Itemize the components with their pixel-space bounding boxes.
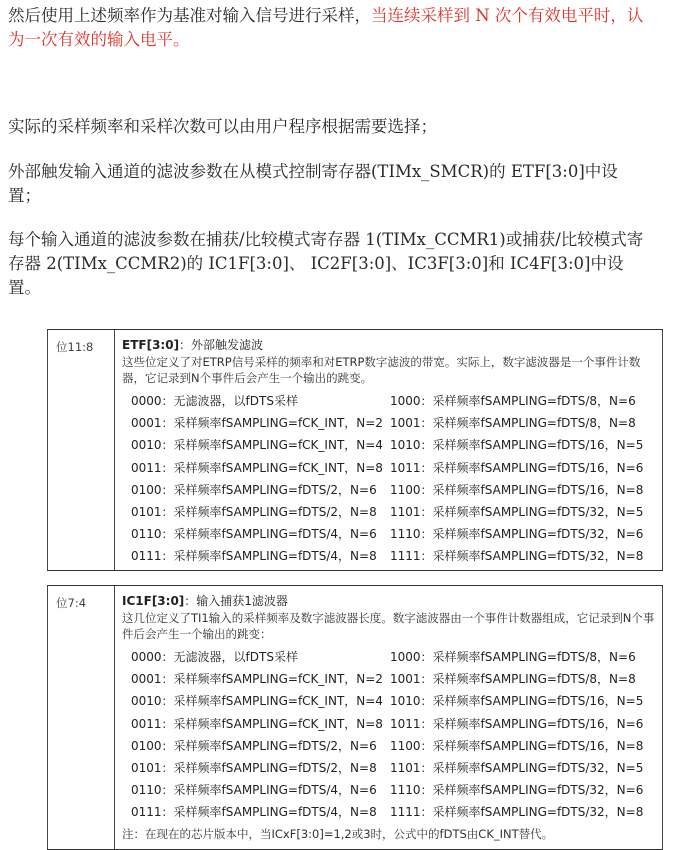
filter-setting-low: 0010：采样频率fSAMPLING=fCK_INT，N=4: [131, 694, 383, 709]
filter-value-grid: [122, 646, 655, 824]
field-name: ETF[3:0]: [122, 338, 180, 352]
filter-setting-low: 0011：采样频率fSAMPLING=fCK_INT，N=8: [131, 716, 383, 731]
filter-setting-low: 0111：采样频率fSAMPLING=fDTS/4，N=8: [131, 805, 377, 820]
filter-setting-low: 0101：采样频率fSAMPLING=fDTS/2，N=8: [131, 760, 377, 775]
filter-setting-row: [122, 523, 655, 545]
filter-setting-high: 1111：采样频率fSAMPLING=fDTS/32，N=8: [390, 549, 644, 564]
table-column-divider: [114, 330, 115, 570]
table-left-border: [47, 330, 48, 570]
filter-setting-high: 1001：采样频率fSAMPLING=fDTS/8，N=8: [390, 416, 636, 431]
filter-setting-low: 0001：采样频率fSAMPLING=fCK_INT，N=2: [131, 416, 383, 431]
filter-setting-high: 1110：采样频率fSAMPLING=fDTS/32，N=6: [390, 783, 644, 798]
filter-setting-low: 0011：采样频率fSAMPLING=fCK_INT，N=8: [131, 460, 383, 475]
filter-setting-row: [122, 646, 655, 668]
paragraph-sampling: [8, 4, 648, 52]
paragraph-icxf-setting: 每个输入通道的滤波参数在捕获/比较模式寄存器 1(TIMx_CCMR1)或捕获/比较模式寄存器 2(TIMx_CCMR2)的 IC1F[3:0]、 IC2F[3:0]、IC3F[3:0]和 IC4F[3:0]中设置。: [8, 230, 644, 297]
table-note: 注：在现在的芯片版本中，当ICxF[3:0]=1,2或3时，公式中的fDTS由CK_INT替代。: [122, 826, 554, 841]
filter-setting-row: [122, 434, 655, 456]
filter-setting-high: 1111：采样频率fSAMPLING=fDTS/32，N=8: [390, 805, 644, 820]
filter-setting-low: 0110：采样频率fSAMPLING=fDTS/4，N=6: [131, 783, 377, 798]
register-table-ic1f: [47, 585, 663, 850]
paragraph-user-selection: 实际的采样频率和采样次数可以由用户程序根据需要选择；: [8, 117, 437, 136]
filter-setting-low: 0001：采样频率fSAMPLING=fCK_INT，N=2: [131, 672, 383, 687]
paragraph-sampling-text: 然后使用上述频率作为基准对输入信号进行采样，: [8, 6, 371, 25]
filter-setting-low: 0000：无滤波器，以fDTS采样: [131, 394, 298, 408]
filter-setting-low: 0110：采样频率fSAMPLING=fDTS/4，N=6: [131, 527, 377, 542]
filter-setting-row: [122, 457, 655, 479]
table-right-border: [662, 330, 663, 570]
filter-setting-high: 1101：采样频率fSAMPLING=fDTS/32，N=5: [390, 504, 644, 519]
filter-setting-low: 0100：采样频率fSAMPLING=fDTS/2，N=6: [131, 482, 377, 497]
register-table-etf: [47, 329, 663, 571]
field-description: 这几位定义了TI1输入的采样频率及数字滤波器长度。数字滤波器由一个事件计数器组成，它记录到N个事件后会产生一个输出的跳变：: [122, 611, 655, 641]
filter-setting-high: 1001：采样频率fSAMPLING=fDTS/8，N=8: [390, 672, 636, 687]
bit-range-label: 位11:8: [56, 340, 94, 354]
field-content: [122, 593, 655, 842]
bit-range-label: 位7:4: [56, 596, 87, 610]
filter-setting-row: [122, 668, 655, 690]
filter-setting-low: 0101：采样频率fSAMPLING=fDTS/2，N=8: [131, 504, 377, 519]
field-description: 这些位定义了对ETRP信号采样的频率和对ETRP数字滤波的带宽。实际上，数字滤波器是一个事件计数器，它记录到N个事件后会产生一个输出的跳变。: [122, 355, 641, 385]
field-heading: [122, 593, 655, 609]
paragraph-sampling-highlight: 当连续采样到 N 次个有效电平时，认为一次有效的输入电平。: [8, 6, 644, 49]
filter-setting-row: [122, 713, 655, 735]
filter-setting-low: 0111：采样频率fSAMPLING=fDTS/4，N=8: [131, 549, 377, 564]
filter-setting-row: [122, 735, 655, 757]
filter-setting-high: 1000：采样频率fSAMPLING=fDTS/8，N=6: [390, 650, 636, 664]
field-title: ：外部触发滤波: [179, 338, 264, 352]
filter-setting-row: [122, 779, 655, 801]
filter-setting-high: 1011：采样频率fSAMPLING=fDTS/16，N=6: [390, 716, 644, 731]
filter-setting-high: 1000：采样频率fSAMPLING=fDTS/8，N=6: [390, 394, 636, 408]
filter-setting-row: [122, 690, 655, 712]
filter-setting-high: 1101：采样频率fSAMPLING=fDTS/32，N=5: [390, 760, 644, 775]
table-column-divider: [114, 586, 115, 849]
filter-setting-high: 1110：采样频率fSAMPLING=fDTS/32，N=6: [390, 527, 644, 542]
filter-setting-row: [122, 757, 655, 779]
table-right-border: [662, 586, 663, 849]
field-heading: [122, 337, 655, 353]
field-name: IC1F[3:0]: [122, 594, 185, 608]
filter-setting-low: 0000：无滤波器，以fDTS采样: [131, 650, 298, 664]
filter-setting-row: [122, 801, 655, 823]
filter-setting-high: 1011：采样频率fSAMPLING=fDTS/16，N=6: [390, 460, 644, 475]
field-title: ：输入捕获1滤波器: [184, 594, 288, 608]
filter-setting-low: 0100：采样频率fSAMPLING=fDTS/2，N=6: [131, 738, 377, 753]
filter-setting-row: [122, 390, 655, 412]
filter-setting-high: 1010：采样频率fSAMPLING=fDTS/16，N=5: [390, 438, 644, 453]
filter-setting-high: 1100：采样频率fSAMPLING=fDTS/16，N=8: [390, 482, 644, 497]
filter-value-grid: [122, 390, 655, 568]
table-left-border: [47, 586, 48, 849]
field-content: [122, 337, 655, 568]
paragraph-etf-setting: 外部触发输入通道的滤波参数在从模式控制寄存器(TIMx_SMCR)的 ETF[3:0]中设置；: [8, 162, 618, 205]
filter-setting-row: [122, 412, 655, 434]
filter-setting-row: [122, 479, 655, 501]
filter-setting-high: 1010：采样频率fSAMPLING=fDTS/16，N=5: [390, 694, 644, 709]
filter-setting-row: [122, 545, 655, 567]
filter-setting-low: 0010：采样频率fSAMPLING=fCK_INT，N=4: [131, 438, 383, 453]
filter-setting-high: 1100：采样频率fSAMPLING=fDTS/16，N=8: [390, 738, 644, 753]
filter-setting-row: [122, 501, 655, 523]
